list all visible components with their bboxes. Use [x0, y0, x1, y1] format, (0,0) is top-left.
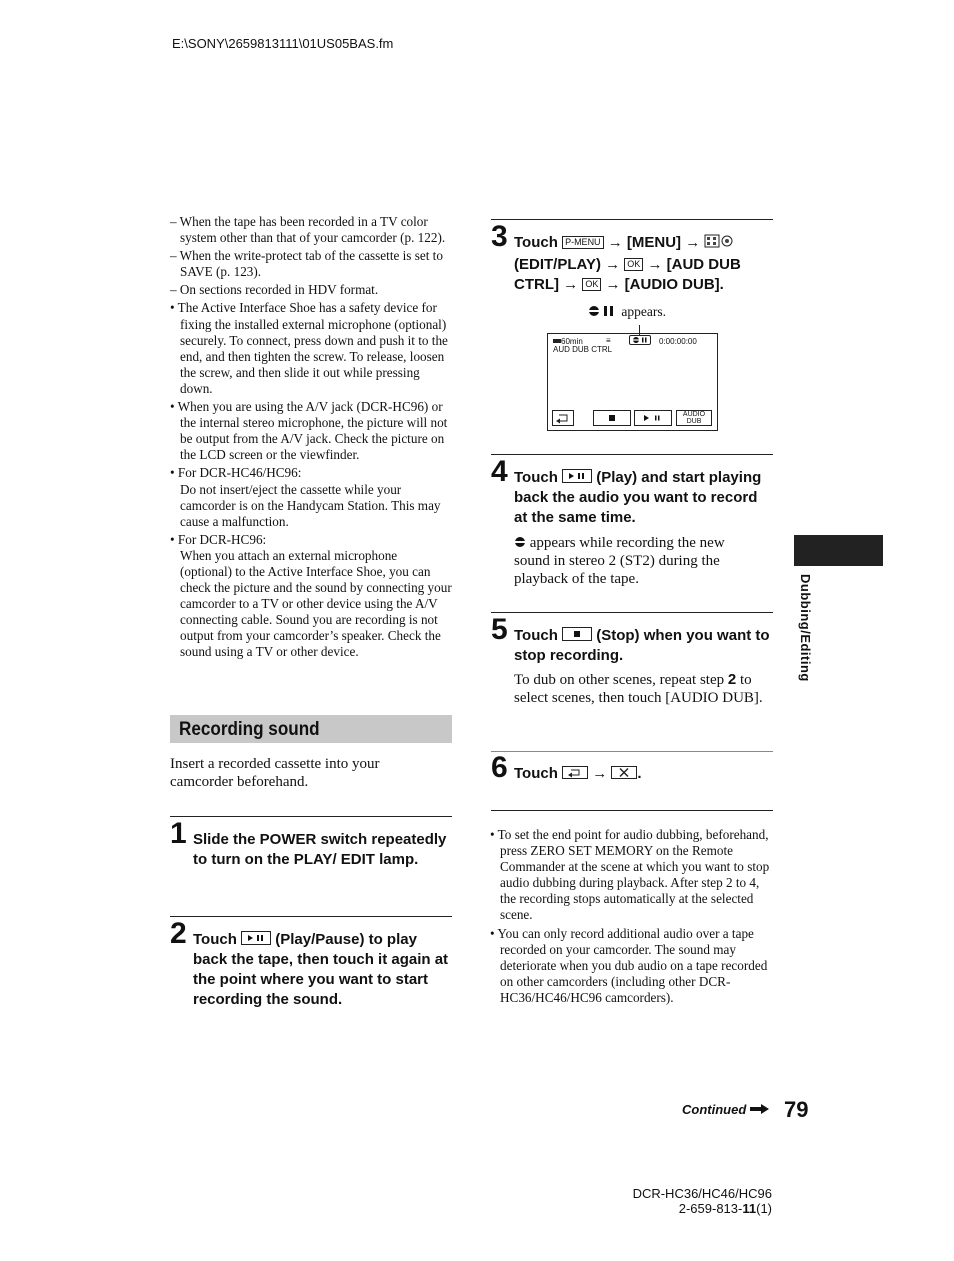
step-divider	[491, 219, 773, 220]
play-pause-button[interactable]	[634, 410, 672, 426]
step-text: Touch	[514, 469, 558, 486]
step-text: Touch	[193, 931, 237, 948]
return-button[interactable]	[552, 410, 574, 426]
step-text: → [AUDIO DUB].	[605, 276, 724, 293]
footer-model-info	[610, 1186, 772, 1216]
step-3-text	[514, 233, 776, 295]
page-number: 79	[784, 1097, 809, 1122]
code-part: (1)	[756, 1201, 772, 1216]
step-divider	[170, 916, 452, 917]
edit-play-icon	[704, 233, 734, 255]
note-bullet: • To set the end point for audio dubbing, beforehand, press ZERO SET MEMORY on the Remote Commander at the scene at which you want to stop audio dubbing during playback. After step 2 to 4, the recording stops automatically at the selected scene.	[490, 827, 770, 922]
step-text: (EDIT/PLAY) →	[514, 256, 621, 273]
step-text: Touch	[514, 765, 558, 782]
code-part: 2-659-813-	[678, 1201, 743, 1216]
model-numbers: DCR-HC36/HC46/HC96	[632, 1186, 772, 1201]
ok-icon: OK	[582, 278, 601, 291]
section-intro: Insert a recorded cassette into your camcorder beforehand.	[170, 756, 380, 790]
caption-text: appears.	[621, 304, 666, 319]
audio-dub-indicator-caption	[588, 304, 666, 320]
note-bullet-body: When you attach an external microphone (optional) to the Active Interface Shoe, you can check the picture and the sound by connecting your camcorder to a TV or other device using the A/V connecting cable. Sound you are recording is not output from your camcorder’s speaker. Check the sound using a TV or other device.	[180, 547, 452, 660]
step-text: (Play/Pause) to play back the tape, then touch it again at the point where you want to start recording the sound.	[193, 931, 449, 1008]
step-text: Touch	[514, 234, 558, 251]
step-5-body	[514, 671, 772, 707]
note-bullet	[170, 465, 452, 529]
step-5-text	[514, 626, 776, 666]
step-text: .	[637, 765, 642, 782]
audio-dub-pause-icon	[588, 305, 618, 317]
stop-icon	[594, 411, 630, 425]
document-code	[610, 1201, 772, 1216]
step-text: → [AUD DUB CTRL] →	[514, 256, 741, 293]
play-pause-icon	[241, 931, 271, 945]
step-number: 5	[491, 613, 508, 646]
step-divider	[491, 454, 773, 455]
step-4-text	[514, 468, 772, 528]
note-dash: – When the tape has been recorded in a TV color system other than that of your camcorder (p. 122).	[170, 214, 446, 246]
note-bullet: • When you are using the A/V jack (DCR-HC96) or the internal stereo microphone, the picture will not be output from the A/V jack. Check the picture on the LCD screen or the viewfinder.	[170, 399, 448, 463]
note-dash: – On sections recorded in HDV format.	[170, 282, 379, 298]
p-menu-icon: P-MENU	[562, 236, 604, 249]
step-number: 6	[491, 751, 508, 784]
stop-button[interactable]	[593, 410, 631, 426]
audio-dub-screen-button[interactable]: AUDIO DUB	[676, 410, 712, 426]
code-part: 11	[742, 1201, 757, 1216]
chapter-label: Dubbing/Editing	[798, 574, 813, 682]
section-title: Recording sound	[179, 719, 320, 740]
stereo-icon: ≡	[606, 336, 611, 345]
step-body-text: to select scenes, then touch [AUDIO DUB].	[514, 672, 763, 706]
chapter-tab	[794, 535, 883, 566]
return-icon	[553, 411, 573, 425]
step-divider	[170, 816, 452, 817]
note-dash: – When the write-protect tab of the cassette is set to SAVE (p. 123).	[170, 248, 443, 280]
note-bullet-head: • For DCR-HC46/HC96:	[170, 465, 302, 481]
step-reference: 2	[727, 671, 737, 688]
note-bullet-body: Do not insert/eject the cassette while your camcorder is on the Handycam Station. This may cause a malfunction.	[180, 481, 441, 529]
tape-remaining-text: 60min	[561, 337, 583, 346]
audio-dub-button[interactable]	[629, 335, 651, 345]
mode-label: AUD DUB CTRL	[553, 345, 613, 354]
step-1-text: Slide the POWER switch repeatedly to turn on the PLAY/ EDIT lamp.	[193, 831, 447, 868]
ok-icon: OK	[624, 258, 643, 271]
left-notes	[170, 214, 452, 663]
step-divider	[491, 751, 773, 752]
play-icon	[562, 469, 592, 483]
step-number: 1	[170, 817, 187, 850]
continued-label	[682, 1102, 770, 1117]
right-notes	[490, 827, 772, 1008]
time-counter: 0:00:00:00	[659, 337, 697, 346]
step-text: (Play) and start playing back the audio you want to record at the same time.	[514, 469, 762, 526]
step-text: Touch	[514, 627, 558, 644]
step-number: 2	[170, 917, 187, 950]
step-divider	[491, 810, 773, 811]
step-4-body	[514, 534, 764, 588]
lcd-screen	[547, 333, 718, 431]
step-2-text	[193, 930, 453, 1010]
arrow-right-icon	[750, 1104, 770, 1114]
step-number: 4	[491, 455, 508, 488]
arrow-text: →	[592, 765, 608, 782]
step-divider	[491, 612, 773, 613]
step-text: → [MENU] →	[607, 234, 701, 251]
stop-icon	[562, 627, 592, 641]
recording-indicator-icon	[514, 536, 526, 548]
section-title-bar	[170, 715, 452, 743]
step-body-text: To dub on other scenes, repeat step	[514, 672, 725, 688]
file-path: E:\SONY\2659813111\01US05BAS.fm	[172, 36, 394, 51]
note-bullet: • The Active Interface Shoe has a safety device for fixing the installed external microphone (optional) securely. To connect, press down and push it to the end, and then tighten the screw. To release, loosen the screw, and then slide it out while pressing down.	[170, 300, 448, 396]
step-body-text: appears while recording the new sound in stereo 2 (ST2) during the playback of the tape.	[514, 535, 725, 587]
close-icon	[611, 765, 637, 785]
step-6-text	[514, 764, 764, 785]
step-text: (Stop) when you want to stop recording.	[514, 627, 770, 664]
note-bullet	[170, 532, 452, 661]
note-bullet-head: • For DCR-HC96:	[170, 531, 267, 547]
note-bullet: • You can only record additional audio over a tape recorded on your camcorder. The sound may deteriorate when you dub audio on a tape recorded on other camcorders (including other DCR-HC36/HC46/HC96 camcorders).	[490, 926, 768, 1005]
return-icon	[562, 765, 588, 785]
continued-text: Continued	[682, 1102, 747, 1117]
battery-icon	[553, 339, 561, 343]
play-pause-icon	[635, 411, 671, 425]
step-number: 3	[491, 220, 508, 253]
